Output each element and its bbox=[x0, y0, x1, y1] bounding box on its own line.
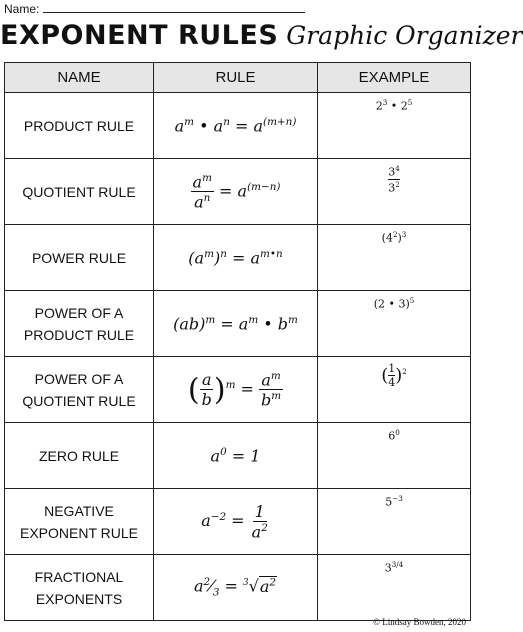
table-row bbox=[5, 225, 471, 291]
example-cell bbox=[318, 357, 471, 423]
rule-name: POWER OF A PRODUCT RULE bbox=[5, 291, 154, 357]
table-row bbox=[5, 159, 471, 225]
page-title bbox=[0, 20, 523, 60]
example-value: $\frac{3^4}{3^2}$ bbox=[388, 164, 400, 195]
rule-formula: $a^m$ • $a^n = a^{(m+n)}$ bbox=[154, 93, 318, 159]
rule-formula: $a^2⁄_3 = ^3√a^2$ bbox=[154, 555, 318, 621]
column-header: NAME bbox=[5, 63, 154, 93]
example-cell bbox=[318, 423, 471, 489]
example-value: $6^0$ bbox=[388, 428, 400, 443]
rule-formula: $\frac{a^m}{a^n}$ = $a^{(m-n)}$ bbox=[154, 159, 318, 225]
rule-name: POWER OF A QUOTIENT RULE bbox=[5, 357, 154, 423]
example-cell bbox=[318, 555, 471, 621]
example-value: $2^3$ • $2^5$ bbox=[375, 98, 413, 113]
example-value: $(4^2)^3$ bbox=[381, 230, 407, 245]
rule-name: ZERO RULE bbox=[5, 423, 154, 489]
rule-formula: $a^{-2}$ = $\frac{1}{a^2}$ bbox=[154, 489, 318, 555]
column-header: EXAMPLE bbox=[318, 63, 471, 93]
table-row bbox=[5, 555, 471, 621]
rule-name: POWER RULE bbox=[5, 225, 154, 291]
example-value: $3^{3/4}$ bbox=[384, 560, 404, 575]
table-row bbox=[5, 291, 471, 357]
name-blank bbox=[43, 2, 305, 13]
example-cell bbox=[318, 225, 471, 291]
rule-formula: $a^0 = 1$ bbox=[154, 423, 318, 489]
rule-name: NEGATIVE EXPONENT RULE bbox=[5, 489, 154, 555]
example-value: ( $\frac{1}{4}$ )$^2$ bbox=[381, 362, 407, 389]
example-cell bbox=[318, 93, 471, 159]
exponent-rules-table bbox=[4, 62, 471, 621]
table-row bbox=[5, 423, 471, 489]
copyright: © Lindsay Bowden, 2020 bbox=[373, 617, 466, 627]
name-label: Name: bbox=[4, 2, 40, 16]
rule-name: FRACTIONAL EXPONENTS bbox=[5, 555, 154, 621]
rule-name: PRODUCT RULE bbox=[5, 93, 154, 159]
table-row bbox=[5, 357, 471, 423]
example-cell bbox=[318, 291, 471, 357]
title-script: Graphic Organizer bbox=[286, 21, 523, 50]
table-row bbox=[5, 93, 471, 159]
rule-formula: $(a^m)^n = a^{m•n}$ bbox=[154, 225, 318, 291]
table-header-row bbox=[5, 63, 471, 93]
example-value: $5^{-3}$ bbox=[385, 494, 403, 509]
example-value: (2 • 3)$^5$ bbox=[373, 296, 415, 311]
example-cell bbox=[318, 159, 471, 225]
title-bold: EXPONENT RULES bbox=[0, 20, 279, 51]
column-header: RULE bbox=[154, 63, 318, 93]
name-line bbox=[4, 2, 305, 16]
rule-formula: $(ab)^m = a^m$ • $b^m$ bbox=[154, 291, 318, 357]
rule-name: QUOTIENT RULE bbox=[5, 159, 154, 225]
table-row bbox=[5, 489, 471, 555]
rule-formula: ( $\frac{a}{b}$ )$^m$ = $\frac{a^m}{b^m}$ bbox=[154, 357, 318, 423]
example-cell bbox=[318, 489, 471, 555]
